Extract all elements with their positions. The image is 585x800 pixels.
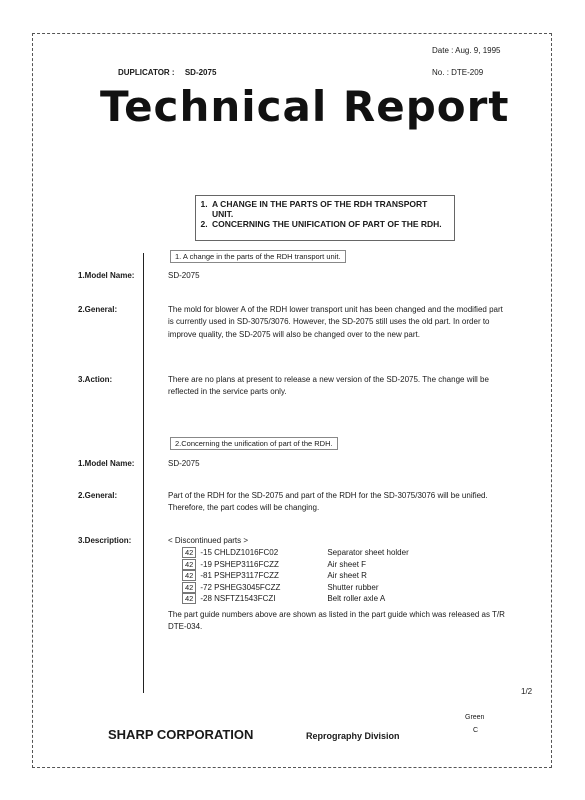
section-2-model-value: SD-2075: [168, 459, 200, 468]
document-number-label: No.: [432, 68, 445, 77]
section-2-description-label: 3.Description:: [78, 536, 132, 545]
subject-item-1: 1. A CHANGE IN THE PARTS OF THE RDH TRANSPORT UNIT.: [210, 199, 448, 219]
part-name: Shutter rubber: [327, 582, 379, 592]
part-code: -15 CHLDZ1016FC02: [200, 548, 279, 558]
part-row: [182, 547, 409, 559]
company-name: SHARP CORPORATION: [108, 727, 254, 742]
part-code: -19 PSHEP3116FCZZ: [200, 559, 279, 569]
part-code: -81 PSHEP3117FCZZ: [200, 571, 279, 581]
color-note-line-2: C: [473, 727, 479, 734]
part-guide-note: The part guide numbers above are shown as listed in the part guide which was released as T/R DTE-034.: [168, 610, 505, 632]
section-1-action-text: There are no plans at present to release a new version of the SD-2075. The change will be reflected in the service parts only.: [168, 375, 489, 397]
part-row: [182, 593, 409, 605]
section-2-general-text: Part of the RDH for the SD-2075 and part of the RDH for the SD-3075/3076 will be unified. Therefore, the part codes will be changing.: [168, 491, 488, 513]
part-row: [182, 559, 409, 571]
section-1-general-text: The mold for blower A of the RDH lower transport unit has been changed and the modified part is currently used in SD-3075/3076. However, the SD-2075 still uses the old part. In order to improve quality, the SD-2075 will also be changed over to the new part.: [168, 305, 503, 339]
product-label: DUPLICATOR :: [118, 68, 175, 77]
part-name: Separator sheet holder: [327, 548, 409, 558]
product-line: [118, 68, 216, 77]
section-2-general-label: 2.General:: [78, 491, 118, 500]
part-guide-tag: 42: [182, 547, 196, 558]
part-guide-tag: 42: [182, 593, 196, 604]
part-code: -28 NSFTZ1543FCZI: [200, 594, 276, 604]
subject-box: [195, 195, 455, 241]
discontinued-parts-list: [182, 547, 409, 605]
section-2-heading: 2.Concerning the unification of part of the RDH.: [170, 437, 338, 450]
part-guide-tag: 42: [182, 582, 196, 593]
date-value: Aug. 9, 1995: [455, 46, 501, 55]
part-name: Air sheet F: [327, 559, 367, 569]
subject-item-2: 2. CONCERNING THE UNIFICATION OF PART OF THE RDH.: [210, 219, 448, 229]
date-line: [432, 46, 501, 55]
section-1-model-label: 1.Model Name:: [78, 271, 135, 280]
division-name: Reprography Division: [306, 731, 400, 741]
section-1-action-label: 3.Action:: [78, 375, 113, 384]
part-guide-tag: 42: [182, 570, 196, 581]
page-border: [32, 33, 552, 768]
section-1-general-label: 2.General:: [78, 305, 118, 314]
page-number: 1/2: [521, 687, 533, 696]
document-number-value: : DTE-209: [446, 68, 484, 77]
section-1-model-value: SD-2075: [168, 271, 200, 280]
color-note-line-1: Green: [465, 714, 485, 721]
part-code: -72 PSHEG3045FCZZ: [200, 582, 281, 592]
part-guide-tag: 42: [182, 559, 196, 570]
part-row: [182, 570, 409, 582]
section-1-heading: 1. A change in the parts of the RDH transport unit.: [170, 250, 346, 263]
product-value: SD-2075: [184, 68, 217, 77]
part-name: Air sheet R: [327, 571, 367, 581]
date-label: Date :: [432, 46, 454, 55]
left-rule: [143, 253, 144, 693]
document-title: Technical Report: [100, 82, 510, 131]
section-2-model-label: 1.Model Name:: [78, 459, 135, 468]
discontinued-parts-label: < Discontinued parts >: [168, 536, 249, 545]
document-number-line: [432, 68, 483, 77]
part-name: Belt roller axle A: [327, 594, 386, 604]
part-row: [182, 582, 409, 594]
